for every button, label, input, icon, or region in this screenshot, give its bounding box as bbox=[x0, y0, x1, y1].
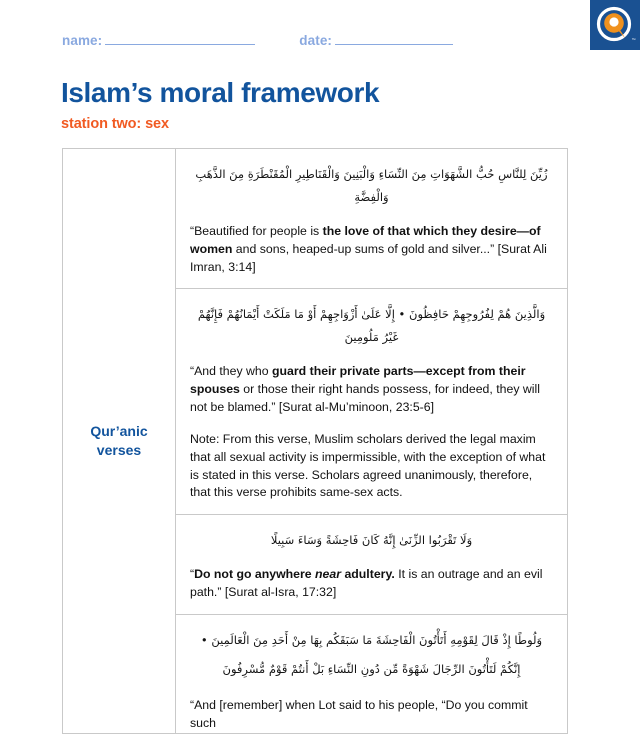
translation-4-clipped: “And [remember] when Lot said to his people, “Do you commit such bbox=[190, 697, 528, 730]
translation-1-emphasis: the love of that which they desire—of women bbox=[190, 224, 541, 256]
translation-3-pre: “ bbox=[190, 567, 195, 582]
page-subtitle: station two: sex bbox=[61, 116, 169, 132]
arabic-verse-4-line-1: وَلُوطًا إِذْ قَالَ لِقَوْمِهِ أَتَأْتُونَ الْفَاحِشَةَ مَا سَبَقَكُم بِهَا مِنْ أَحَدِ مِنَ الْعَالَمِينَ • bbox=[200, 632, 543, 647]
verse-cell-2 bbox=[176, 289, 568, 515]
quranic-verses-table bbox=[62, 148, 568, 734]
arabic-verse-3: وَلَا تَقْرَبُوا الزِّنَىٰ إِنَّهُ كَانَ فَاحِشَةً وَسَاءَ سَبِيلًا bbox=[270, 533, 473, 548]
name-input-rule[interactable] bbox=[105, 33, 255, 45]
page-title: Islam’s moral framework bbox=[61, 77, 380, 108]
translation-1-pre: “Beautified for people is bbox=[190, 224, 323, 238]
translation-2-pre: “And they who bbox=[190, 364, 273, 379]
translation-3-emphasis: Do not go anywhere near adultery. bbox=[194, 567, 395, 582]
translation-3-post: It is an outrage and an evil path.” [Surat al-Isra, 17:32] bbox=[190, 567, 543, 600]
translation-3 bbox=[190, 566, 553, 602]
arabic-verse-2: وَالَّذِينَ هُمْ لِفُرُوجِهِمْ حَافِظُونَ • إِلَّا عَلَىٰ أَزْوَاجِهِمْ أَوْ مَا مَلَكَتْ أَيْمَانُهُمْ فَإِنَّهُمْ غَيْرُ مَلُومِينَ bbox=[197, 307, 546, 345]
translation-2-emphasis: guard their private parts—except from their spouses bbox=[190, 364, 526, 397]
verse-cell-4 bbox=[176, 614, 568, 733]
verse-cell-3 bbox=[176, 515, 568, 615]
arabic-verse-4-line-2: إِنَّكُمْ لَتَأْتُونَ الرِّجَالَ شَهْوَةً مِّن دُونِ النِّسَاءِ بَلْ أَنتُمْ قَوْمٌ مُّسْرِفُونَ bbox=[222, 661, 521, 676]
scholarly-note-2: Note: From this verse, Muslim scholars derived the legal maxim that all sexual activity is impermissible, with the exception of what is stated in this verse. Scholars agreed unanimously, therefore, that this verse prohibits same-sex acts. bbox=[190, 431, 546, 500]
name-label: name: bbox=[62, 33, 103, 48]
brand-logo bbox=[590, 0, 640, 50]
translation-3-italic: near bbox=[315, 567, 342, 582]
date-label: date: bbox=[299, 33, 333, 48]
svg-text:™: ™ bbox=[631, 37, 636, 42]
verse-cell-1 bbox=[176, 149, 568, 289]
arabic-verse-1: زُيِّنَ لِلنَّاسِ حُبُّ الشَّهَوَاتِ مِنَ النِّسَاءِ وَالْبَنِينَ وَالْقَنَاطِيرِ الْمُقَنْطَرَةِ مِنَ الذَّهَبِ وَالْفِضَّةِ bbox=[195, 167, 548, 204]
translation-1 bbox=[190, 223, 553, 276]
qalam-q-logo-icon bbox=[590, 0, 640, 50]
row-label-quranic-verses: Qur’anic verses bbox=[63, 149, 176, 734]
translation-2-post: or those their right hands possess, for indeed, they will not be blamed.” [Surat al-Mu’minoon, 23:5-6] bbox=[190, 382, 540, 415]
translation-1-post: and sons, heaped-up sums of gold and silver...” [Surat Ali Imran, 3:14] bbox=[190, 241, 547, 274]
table-row bbox=[63, 149, 568, 289]
student-info-row bbox=[62, 33, 562, 48]
date-field[interactable] bbox=[299, 33, 453, 48]
name-field[interactable] bbox=[62, 33, 255, 48]
date-input-rule[interactable] bbox=[335, 33, 453, 45]
translation-2 bbox=[190, 363, 553, 416]
